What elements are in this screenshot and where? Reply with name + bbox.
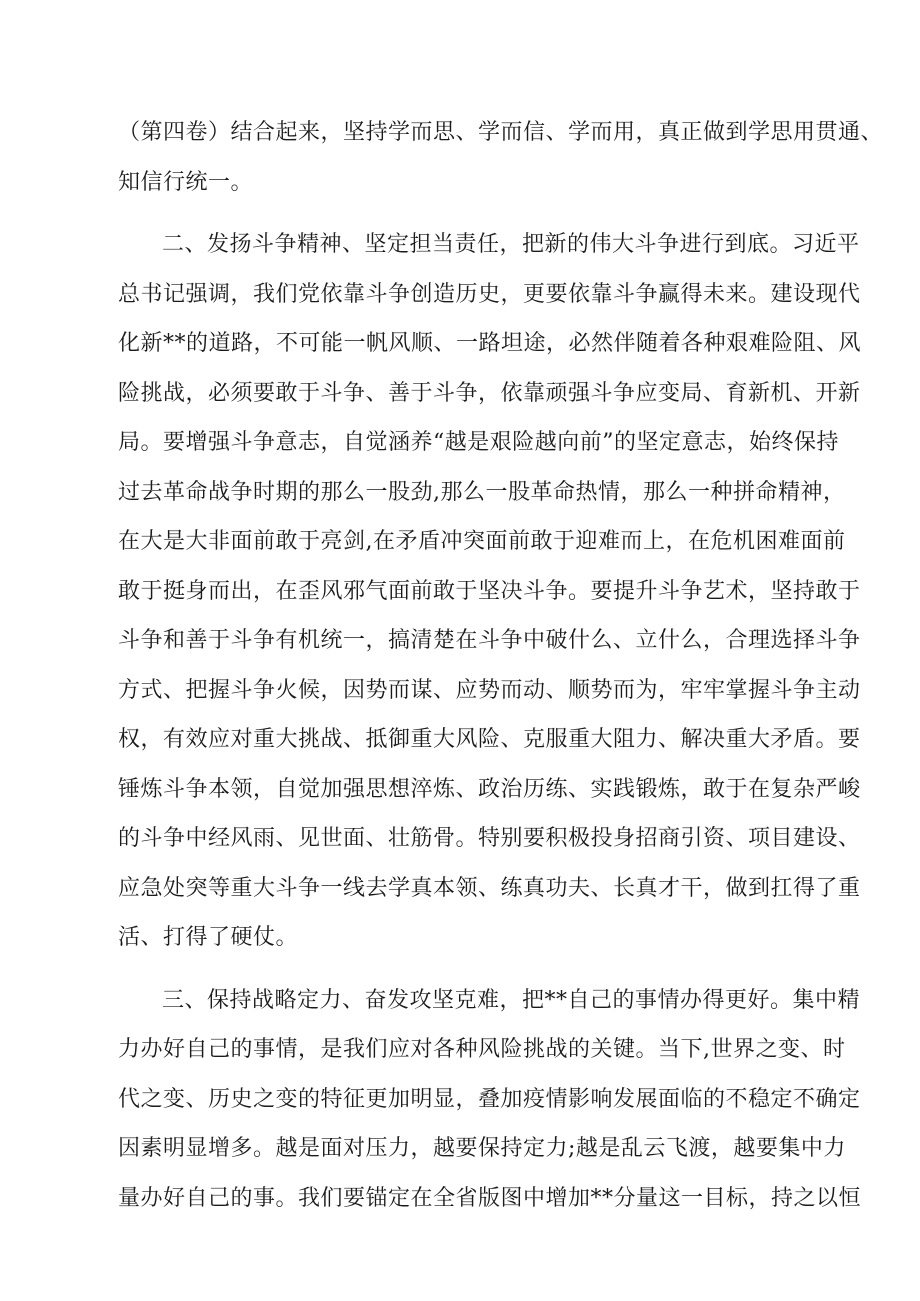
paragraph-2-line-15: 活、打得了硬仗。 [118,925,299,950]
paragraph-2-line-13: 的斗争中经风雨、见世面、壮筋骨。特别要积极投身招商引资、项目建设、 [118,826,861,851]
paragraph-2-line-6: 过去革命战争时期的那么一股劲,那么一股革命热情，那么一种拼命精神， [118,480,846,505]
paragraph-2-line-2: 总书记强调，我们党依靠斗争创造历史，更要依靠斗争赢得未来。建设现代 [118,282,861,307]
paragraph-3-line-2: 力办好自己的事情，是我们应对各种风险挑战的关键。当下,世界之变、时 [118,1037,846,1062]
paragraph-2-line-11: 权，有效应对重大挑战、抵御重大风险、克服重大阻力、解决重大矛盾。要 [118,727,861,752]
paragraph-2-line-9: 斗争和善于斗争有机统一，搞清楚在斗争中破什么、立什么，合理选择斗争 [118,628,861,653]
paragraph-3-line-4: 因素明显增多。越是面对压力，越要保持定力;越是乱云飞渡，越要集中力 [118,1136,846,1161]
paragraph-3-line-1: 三、保持战略定力、奋发攻坚克难，把**自己的事情办得更好。集中精 [162,988,861,1013]
paragraph-2-line-3: 化新**的道路，不可能一帆风顺、一路坦途，必然伴随着各种艰难险阻、风 [118,331,862,356]
paragraph-2-line-1: 二、发扬斗争精神、坚定担当责任，把新的伟大斗争进行到底。习近平 [162,232,860,257]
paragraph-2-line-14: 应急处突等重大斗争一线去学真本领、练真功夫、长真才干，做到扛得了重 [118,876,861,901]
paragraph-2-line-12: 锤炼斗争本领，自觉加强思想淬炼、政治历练、实践锻炼，敢于在复杂严峻 [118,777,861,802]
paragraph-1-line-2: 知信行统一。 [118,170,254,195]
paragraph-2-line-4: 险挑战，必须要敢于斗争、善于斗争，依靠顽强斗争应变局、育新机、开新 [118,381,861,406]
paragraph-2-line-7: 在大是大非面前敢于亮剑,在矛盾冲突面前敢于迎难而上，在危机困难面前 [118,529,846,554]
paragraph-2-line-8: 敢于挺身而出，在歪风邪气面前敢于坚决斗争。要提升斗争艺术，坚持敢于 [118,579,861,604]
paragraph-3-line-3: 代之变、历史之变的特征更加明显，叠加疫情影响发展面临的不稳定不确定 [118,1087,861,1112]
paragraph-1-line-1: （第四卷）结合起来，坚持学而思、学而信、学而用，真正做到学思用贯通、 [118,120,884,145]
paragraph-2-line-5: 局。要增强斗争意志，自觉涵养“越是艰险越向前”的坚定意志，始终保持 [118,430,839,455]
paragraph-3-line-5: 量办好自己的事。我们要锚定在全省版图中增加**分量这一目标，持之以恒 [118,1186,862,1211]
paragraph-2-line-10: 方式、把握斗争火候，因势而谋、应势而动、顺势而为，牢牢掌握斗争主动 [118,678,861,703]
